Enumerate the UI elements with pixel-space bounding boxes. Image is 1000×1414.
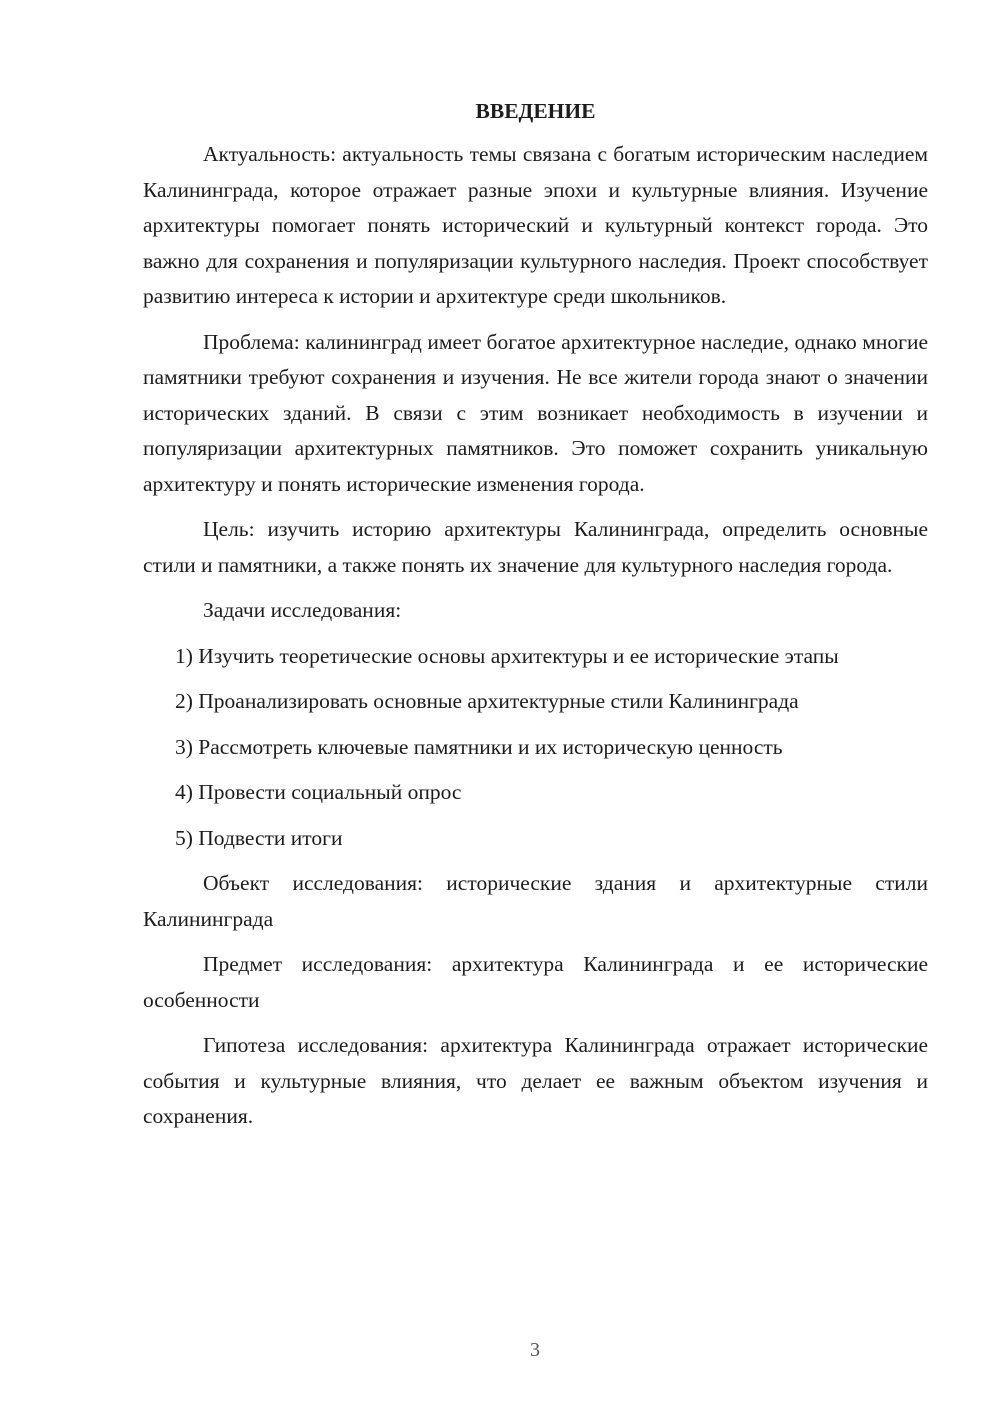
page-number: 3 (530, 1339, 540, 1361)
page-title: ВВЕДЕНИЕ (475, 99, 596, 123)
tasks-heading: Задачи исследования: (203, 598, 402, 622)
page-body (143, 95, 928, 1145)
relevance-paragraph: Актуальность: актуальность темы связана с богатым историческим наследием Калининграда, которое отражает разные эпохи и культурные влияния. Изучение архитектуры помогает понять исторический и культурный контекст города. Это важно для сохранения и популяризации культурного наследия. Проект способствует развитию интереса к истории и архитектуре среди школьников. (143, 142, 928, 308)
task-item-5: 5) Подвести итоги (175, 825, 343, 850)
task-item-2: 2) Проанализировать основные архитектурные стили Калининграда (175, 689, 799, 713)
problem-paragraph: Проблема: калининград имеет богатое архитектурное наследие, однако многие памятники требуют сохранения и изучения. Не все жители города знают о значении исторических зданий. В связи с этим возникает необходимость в изучении и популяризации архитектурных памятников. Это поможет сохранить уникальную архитектуру и понять исторические изменения города. (143, 329, 928, 496)
object-paragraph: Объект исследования: исторические здания и архитектурные стили Калининграда (143, 871, 928, 931)
goal-paragraph: Цель: изучить историю архитектуры Калининграда, определить основные стили и памятники, а также понять их значение для культурного наследия города. (143, 517, 928, 577)
task-item-4: 4) Провести социальный опрос (175, 780, 462, 804)
task-item-3: 3) Рассмотреть ключевые памятники и их историческую ценность (175, 734, 783, 759)
subject-paragraph: Предмет исследования: архитектура Калининграда и ее исторические особенности (143, 952, 928, 1012)
task-item-1: 1) Изучить теоретические основы архитектуры и ее исторические этапы (175, 643, 839, 668)
hypothesis-paragraph: Гипотеза исследования: архитектура Калининграда отражает исторические события и культурные влияния, что делает ее важным объектом изучения и сохранения. (143, 1033, 928, 1128)
